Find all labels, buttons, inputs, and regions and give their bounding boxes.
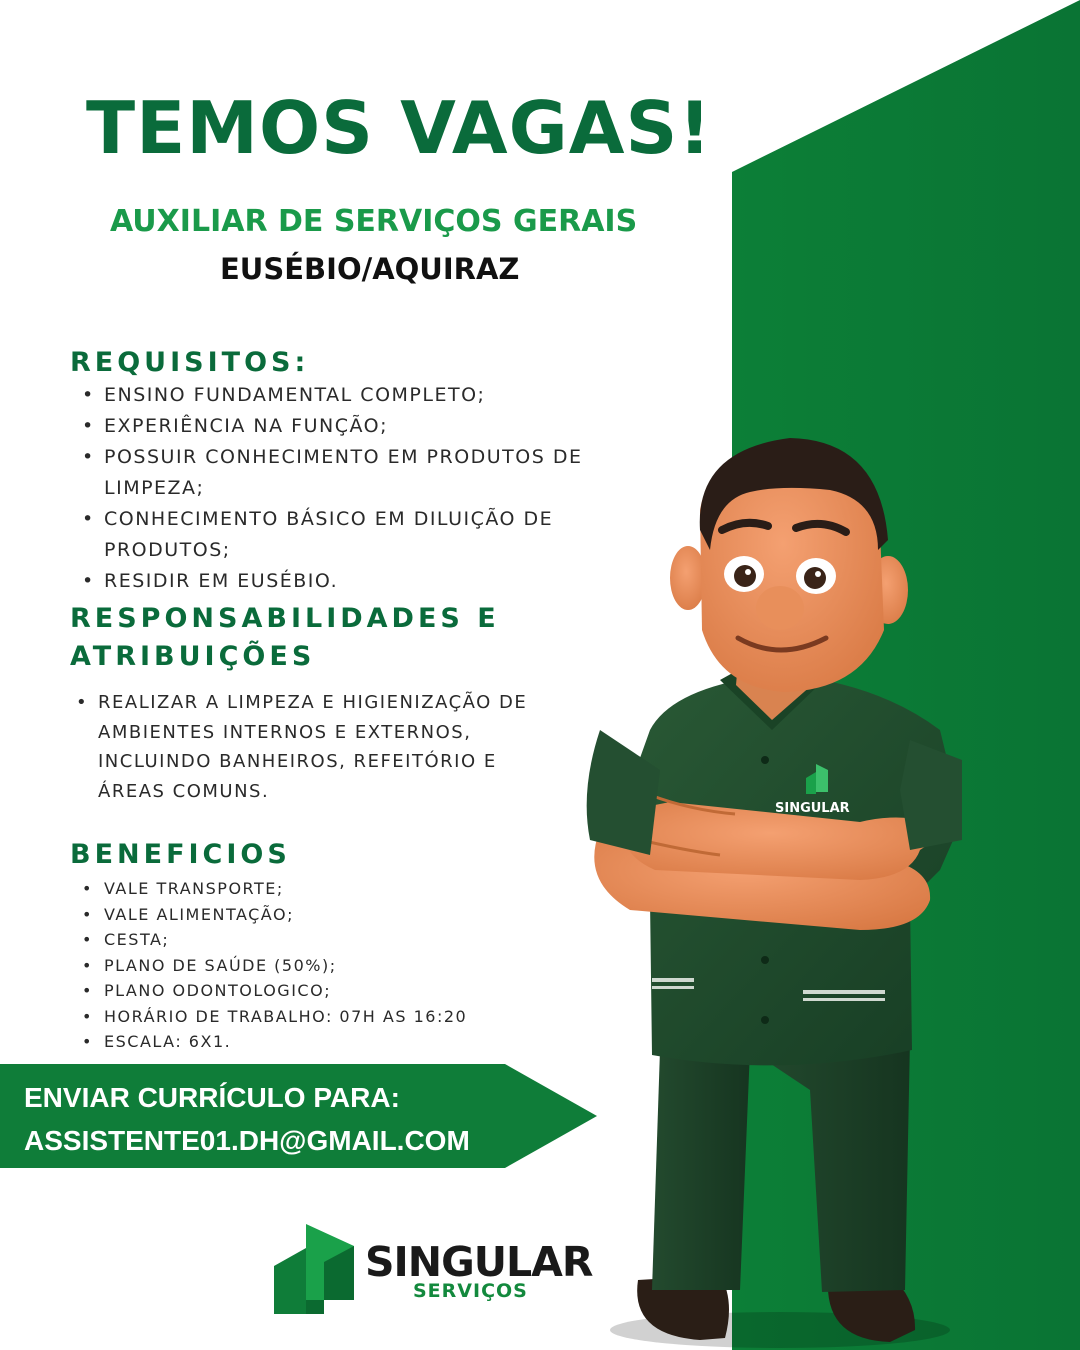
cta-label: ENVIAR CURRÍCULO PARA: <box>24 1082 400 1113</box>
list-item: • CESTA; <box>78 927 548 953</box>
benefits-list <box>78 876 548 1055</box>
responsibilities-heading-line1: RESPONSABILIDADES E <box>70 603 500 634</box>
job-location: EUSÉBIO/AQUIRAZ <box>220 252 520 286</box>
job-title: AUXILIAR DE SERVIÇOS GERAIS <box>110 204 638 239</box>
list-item: • HORÁRIO DE TRABALHO: 07H AS 16:20 <box>78 1004 548 1030</box>
list-item: • RESIDIR EM EUSÉBIO. <box>78 566 608 597</box>
requirements-heading: REQUISITOS: <box>70 347 310 378</box>
list-item: • PLANO DE SAÚDE (50%); <box>78 953 548 979</box>
worker-character-illustration <box>560 430 980 1350</box>
logo-subtitle: SERVIÇOS <box>413 1280 528 1302</box>
shirt-logo-name: SINGULAR <box>775 801 850 816</box>
list-item: • ENSINO FUNDAMENTAL COMPLETO; <box>78 380 608 411</box>
page-title: TEMOS VAGAS! <box>86 86 713 170</box>
list-item: • CONHECIMENTO BÁSICO EM DILUIÇÃO DE PRODUTOS; <box>78 504 608 566</box>
logo-name: SINGULAR <box>365 1238 593 1286</box>
list-item: • PLANO ODONTOLOGICO; <box>78 978 548 1004</box>
list-item: • POSSUIR CONHECIMENTO EM PRODUTOS DE LIMPEZA; <box>78 442 608 504</box>
list-item: • VALE ALIMENTAÇÃO; <box>78 902 548 928</box>
list-item: • REALIZAR A LIMPEZA E HIGIENIZAÇÃO DE AMBIENTES INTERNOS E EXTERNOS, INCLUINDO BANHEIROS, REFEITÓRIO E ÁREAS COMUNS. <box>72 688 552 806</box>
list-item: • ESCALA: 6X1. <box>78 1029 548 1055</box>
cta-email-link[interactable]: ASSISTENTE01.DH@GMAIL.COM <box>24 1125 470 1156</box>
list-item: • EXPERIÊNCIA NA FUNÇÃO; <box>78 411 608 442</box>
cta-text <box>24 1076 470 1162</box>
benefits-heading: BENEFICIOS <box>70 839 291 870</box>
requirements-list <box>78 380 608 597</box>
responsibilities-list <box>72 688 552 806</box>
responsibilities-heading-line2: ATRIBUIÇÕES <box>70 641 316 672</box>
responsibilities-heading <box>70 600 500 676</box>
list-item: • VALE TRANSPORTE; <box>78 876 548 902</box>
